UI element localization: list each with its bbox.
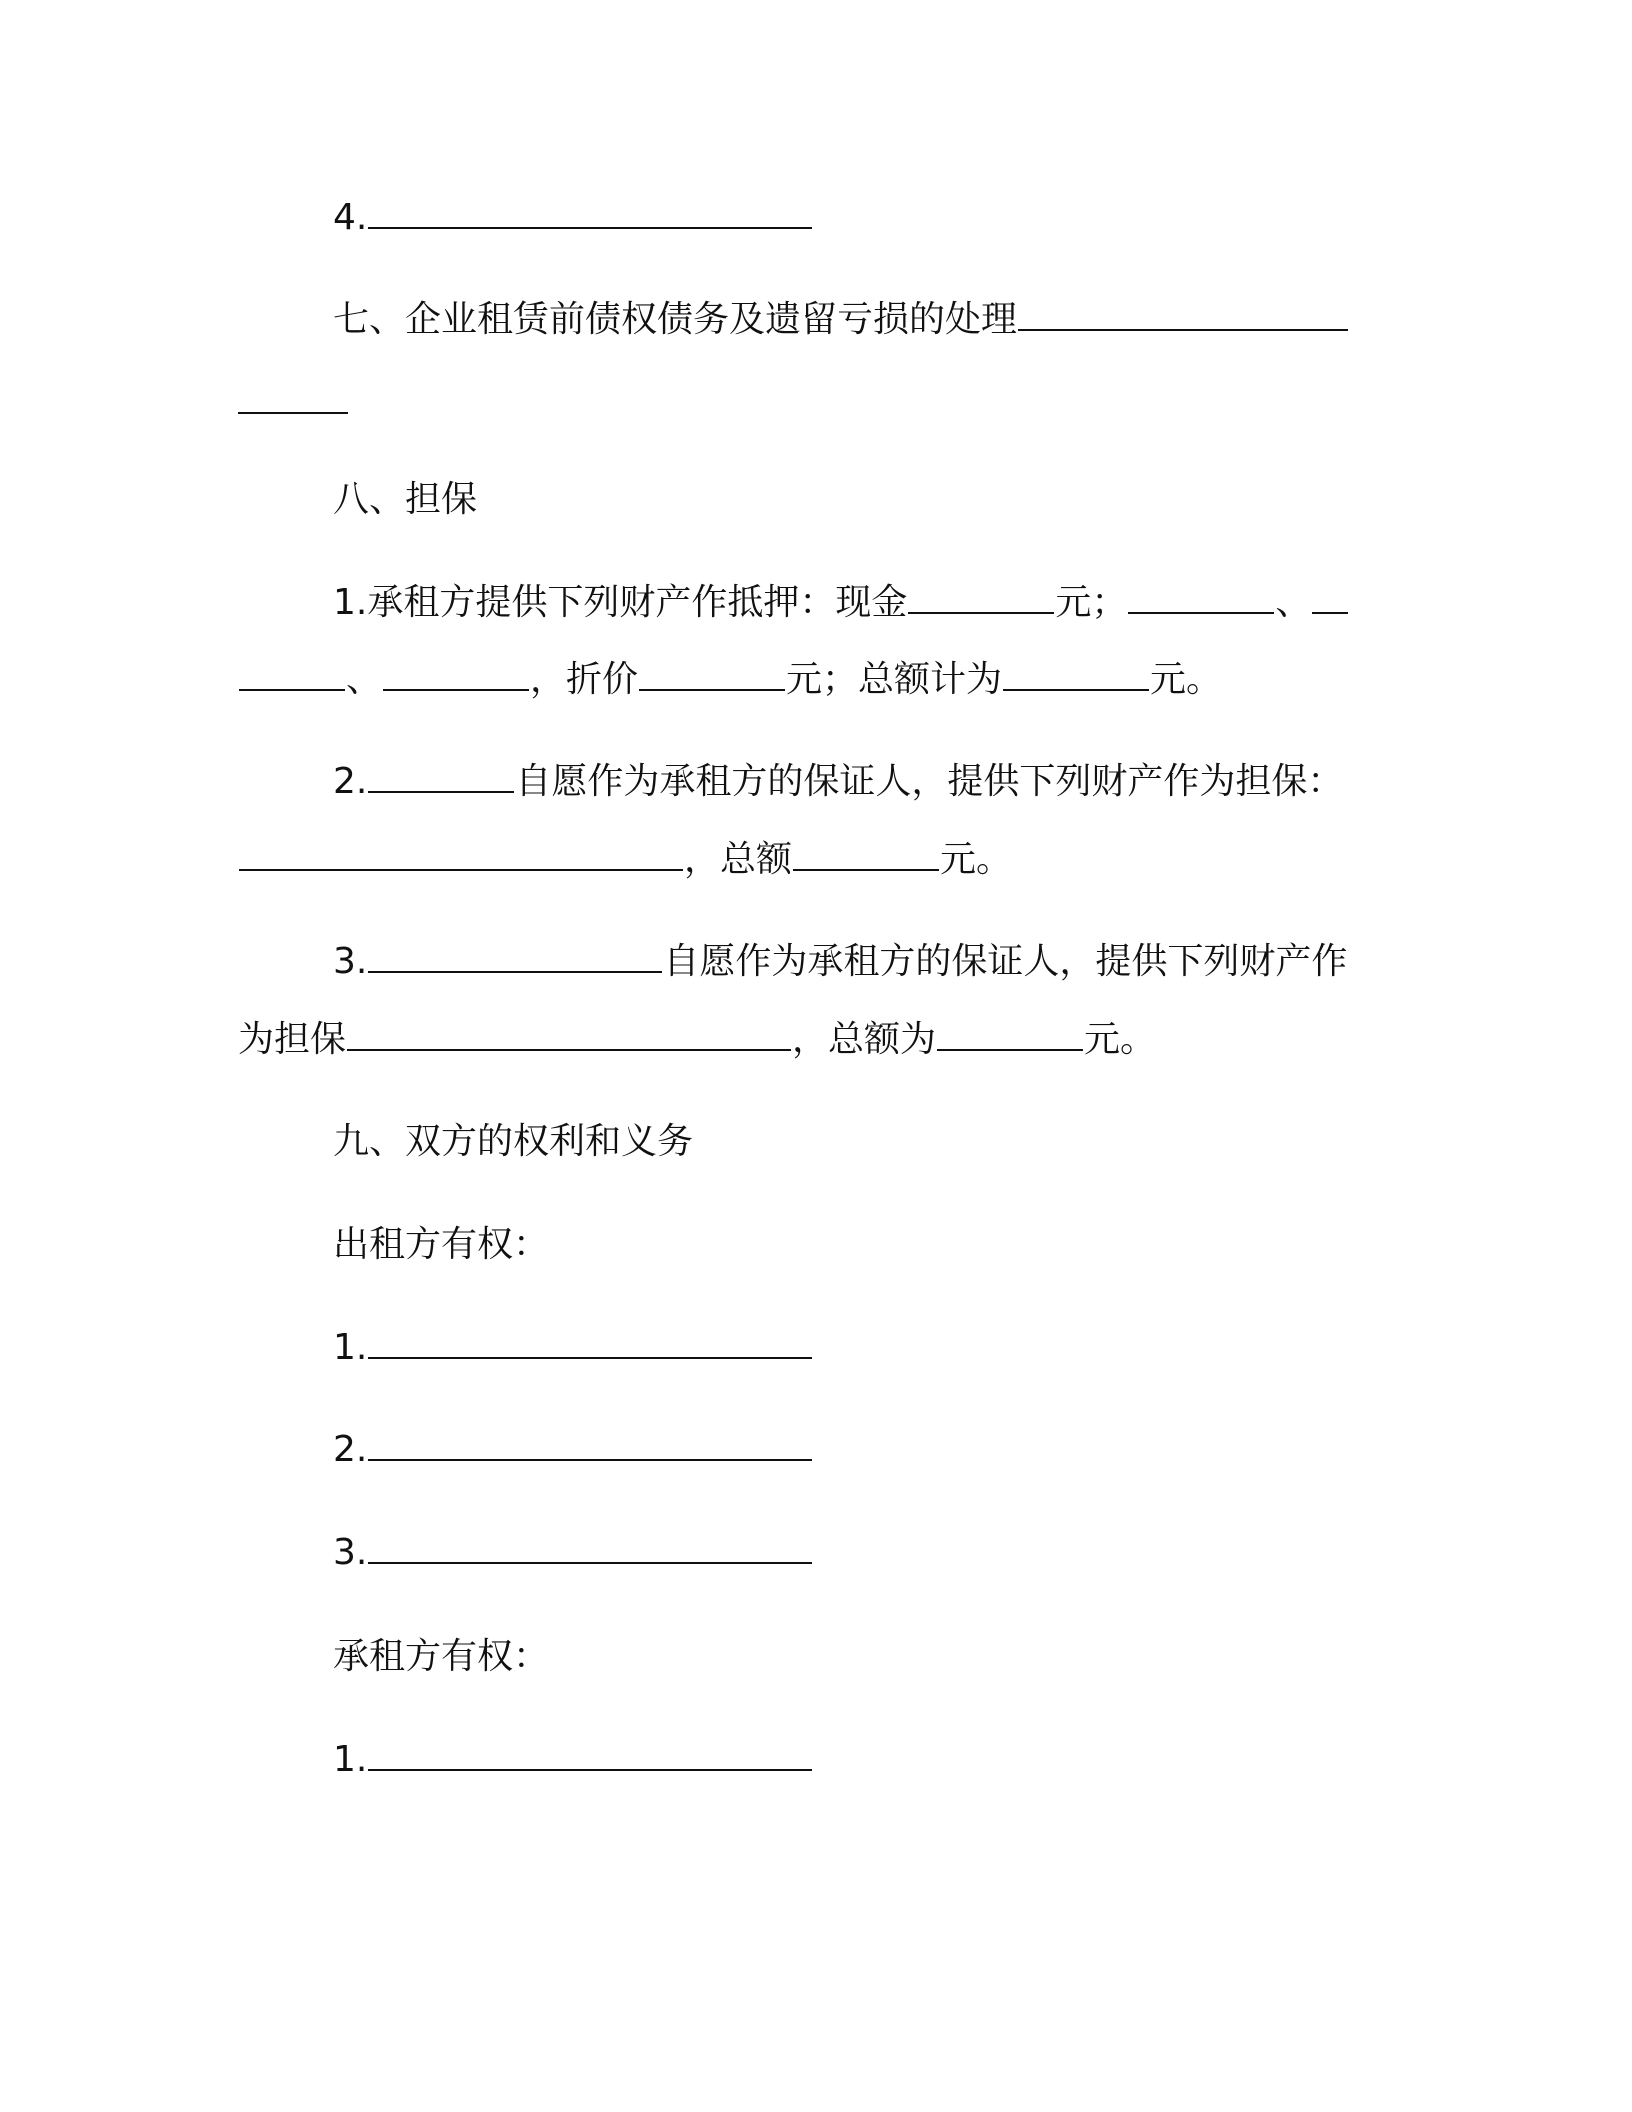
subheading-text: 出租方有权： xyxy=(333,1224,550,1265)
guarantee-clause-2-line-1 xyxy=(333,752,1343,812)
clause-text: ，折价 xyxy=(530,659,639,700)
total-amount-blank[interactable] xyxy=(793,835,939,871)
fill-blank[interactable] xyxy=(1018,295,1348,331)
total-amount-blank[interactable] xyxy=(937,1015,1083,1051)
guarantee-clause-3-line-1 xyxy=(333,932,1347,992)
clause-text: 元。 xyxy=(1084,1019,1157,1060)
clause-text: 2. xyxy=(333,761,368,802)
guarantee-clause-2-line-2 xyxy=(238,830,1012,890)
section-title: 七、企业租赁前债权债务及遗留亏损的处理 xyxy=(333,299,1018,340)
item-number: 1. xyxy=(333,1327,368,1368)
fill-blank[interactable] xyxy=(368,1323,812,1359)
clause-text: 、 xyxy=(346,659,383,700)
item-number: 3. xyxy=(333,1532,368,1573)
lessor-right-item xyxy=(333,1318,813,1378)
property-blank[interactable] xyxy=(239,655,345,691)
fill-blank-continuation[interactable] xyxy=(238,412,348,414)
item-number: 4. xyxy=(333,197,368,238)
property-blank[interactable] xyxy=(383,655,529,691)
fill-blank[interactable] xyxy=(368,193,812,229)
property-list-blank[interactable] xyxy=(347,1015,791,1051)
lessor-rights-heading xyxy=(333,1215,549,1275)
section-8-heading xyxy=(333,470,477,530)
fill-blank[interactable] xyxy=(368,1425,812,1461)
section-title: 八、担保 xyxy=(333,479,478,520)
total-amount-blank[interactable] xyxy=(1003,655,1149,691)
discount-price-blank[interactable] xyxy=(639,655,785,691)
property-blank[interactable] xyxy=(1312,578,1348,614)
section-7-heading xyxy=(333,290,1349,350)
item-number: 2. xyxy=(333,1429,368,1470)
clause-text: 元；总额计为 xyxy=(786,659,1003,700)
guarantor-blank[interactable] xyxy=(368,937,662,973)
item-4-line xyxy=(333,188,813,248)
clause-text: 元。 xyxy=(1150,659,1223,700)
lessee-right-item xyxy=(333,1730,813,1790)
clause-text: 自愿作为承租方的保证人，提供下列财产作 xyxy=(663,941,1348,982)
clause-text: 为担保 xyxy=(238,1019,347,1060)
guarantee-clause-1-line-1 xyxy=(333,573,1349,633)
clause-text: 元； xyxy=(1055,582,1128,623)
clause-text: 元。 xyxy=(940,839,1013,880)
clause-text: 3. xyxy=(333,941,368,982)
section-title: 九、双方的权利和义务 xyxy=(333,1121,694,1162)
section-9-heading xyxy=(333,1112,693,1172)
cash-amount-blank[interactable] xyxy=(908,578,1054,614)
lessee-rights-heading xyxy=(333,1627,549,1687)
subheading-text: 承租方有权： xyxy=(333,1636,550,1677)
lessor-right-item xyxy=(333,1420,813,1480)
lessor-right-item xyxy=(333,1523,813,1583)
clause-text: 自愿作为承租方的保证人，提供下列财产作为担保： xyxy=(515,761,1344,802)
property-list-blank[interactable] xyxy=(239,835,683,871)
fill-blank[interactable] xyxy=(368,1735,812,1771)
clause-text: ，总额为 xyxy=(792,1019,937,1060)
item-number: 1. xyxy=(333,1739,368,1780)
property-blank[interactable] xyxy=(1128,578,1274,614)
guarantee-clause-1-line-2 xyxy=(238,650,1222,710)
clause-text: ，总额 xyxy=(684,839,793,880)
fill-blank[interactable] xyxy=(368,1528,812,1564)
clause-text: 1.承租方提供下列财产作抵押：现金 xyxy=(333,582,908,623)
guarantor-blank[interactable] xyxy=(368,757,514,793)
guarantee-clause-3-line-2 xyxy=(238,1010,1156,1070)
clause-text: 、 xyxy=(1275,582,1312,623)
